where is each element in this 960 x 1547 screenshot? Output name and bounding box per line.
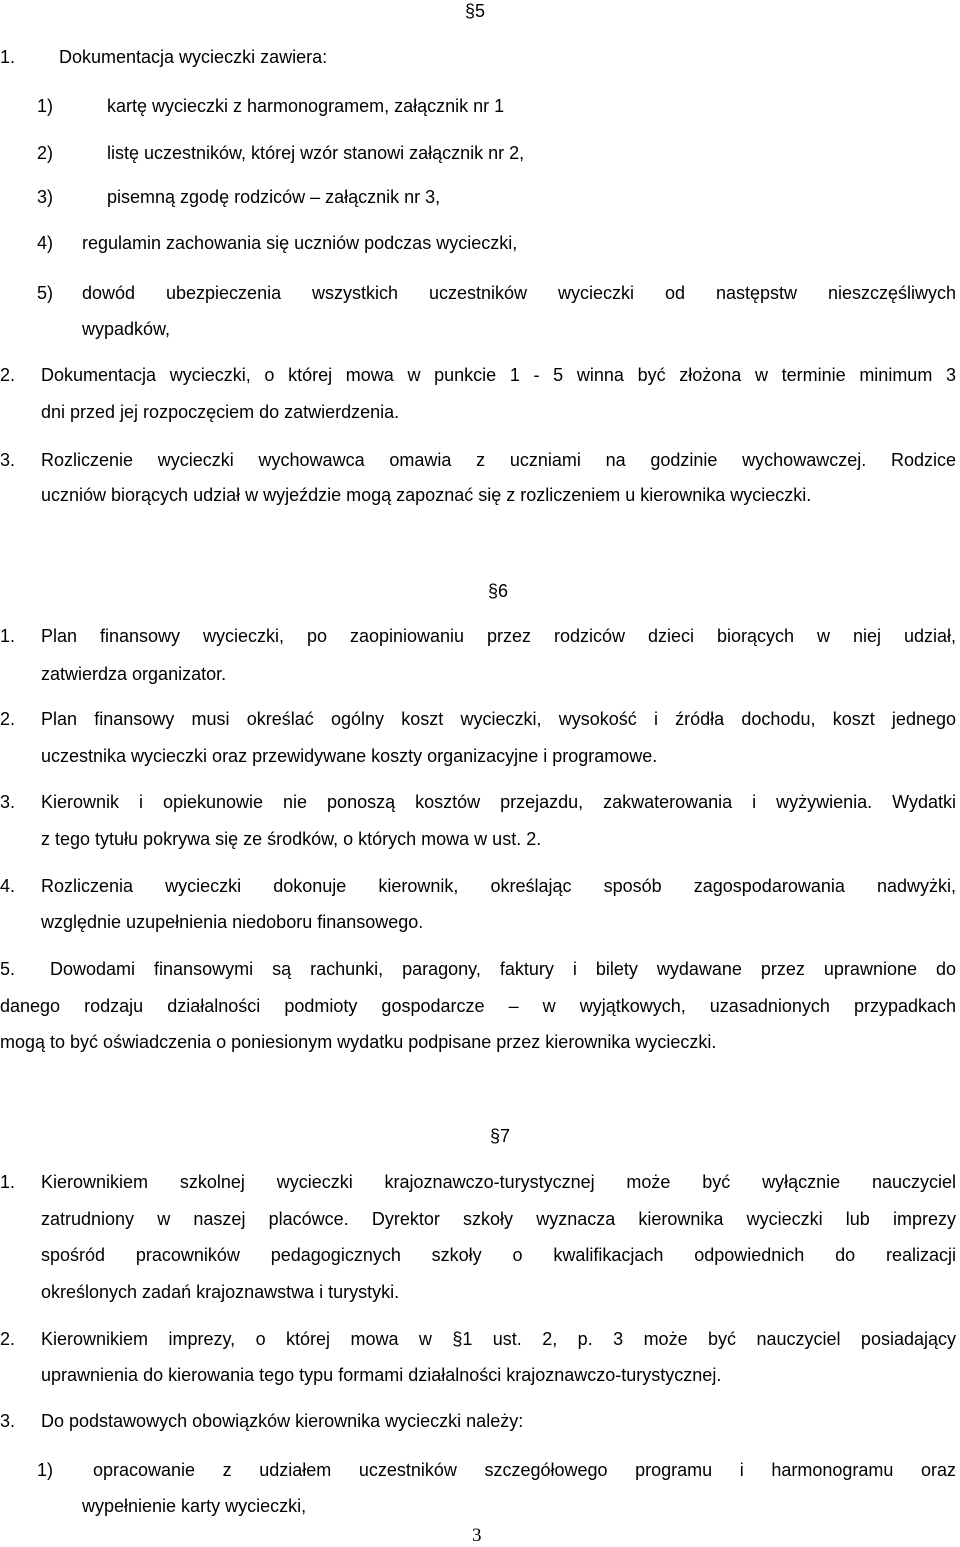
item-number: 2.	[0, 365, 16, 385]
item-text: zatrudniony w naszej placówce. Dyrektor szkoły wyznacza kierownika wycieczki lub imprezy	[41, 1209, 956, 1229]
item-number: 2.	[0, 1329, 16, 1349]
section-heading-7: §7	[490, 1126, 511, 1146]
item-text: Plan finansowy musi określać ogólny koszt wycieczki, wysokość i źródła dochodu, koszt jednego	[41, 709, 956, 729]
subitem-number: 4)	[37, 233, 54, 253]
item-text: spośród pracowników pedagogicznych szkoły o kwalifikacjach odpowiednich do realizacji	[41, 1245, 956, 1265]
item-text: Kierownik i opiekunowie nie ponoszą kosztów przejazdu, zakwaterowania i wyżywienia. Wydatki	[41, 792, 956, 812]
subitem-text: wypadków,	[82, 319, 171, 339]
item-number: 3.	[0, 792, 16, 812]
subitem-text: pisemną zgodę rodziców – załącznik nr 3,	[107, 187, 441, 207]
page-number: 3	[472, 1525, 482, 1546]
subitem-number: 1)	[37, 1460, 54, 1480]
subitem-text: listę uczestników, której wzór stanowi załącznik nr 2,	[107, 143, 525, 163]
item-text: Do podstawowych obowiązków kierownika wycieczki należy:	[41, 1411, 524, 1431]
item-text: mogą to być oświadczenia o poniesionym wydatku podpisane przez kierownika wycieczki.	[0, 1032, 717, 1052]
subitem-text: dowód ubezpieczenia wszystkich uczestników wycieczki od następstw nieszczęśliwych	[82, 283, 956, 303]
item-text: określonych zadań krajoznawstwa i turystyki.	[41, 1282, 400, 1302]
subitem-text: opracowanie z udziałem uczestników szczegółowego programu i harmonogramu oraz	[93, 1460, 956, 1480]
subitem-number: 5)	[37, 283, 54, 303]
item-number: 4.	[0, 876, 16, 896]
subitem-number: 1)	[37, 96, 54, 116]
item-text: uczniów biorących udział w wyjeździe mogą zapoznać się z rozliczeniem u kierownika wycieczki.	[41, 485, 812, 505]
item-text: Dowodami finansowymi są rachunki, paragony, faktury i bilety wydawane przez uprawnione do	[50, 959, 956, 979]
item-number: 1.	[0, 626, 16, 646]
item-number: 2.	[0, 709, 16, 729]
item-text: uprawnienia do kierowania tego typu formami działalności krajoznawczo-turystycznej.	[41, 1365, 722, 1385]
item-number: 1.	[0, 47, 16, 67]
subitem-text: wypełnienie karty wycieczki,	[82, 1496, 307, 1516]
subitem-text: regulamin zachowania się uczniów podczas wycieczki,	[82, 233, 518, 253]
subitem-number: 3)	[37, 187, 54, 207]
item-text: Kierownikiem szkolnej wycieczki krajoznawczo-turystycznej może być wyłącznie nauczyciel	[41, 1172, 956, 1192]
item-text: dni przed jej rozpoczęciem do zatwierdzenia.	[41, 402, 400, 422]
item-text: danego rodzaju działalności podmioty gospodarcze – w wyjątkowych, uzasadnionych przypadkach	[0, 996, 956, 1016]
subitem-text: kartę wycieczki z harmonogramem, załącznik nr 1	[107, 96, 505, 116]
section-heading-5: §5	[465, 1, 486, 21]
item-number: 3.	[0, 1411, 16, 1431]
item-text: z tego tytułu pokrywa się ze środków, o których mowa w ust. 2.	[41, 829, 542, 849]
item-number: 3.	[0, 450, 16, 470]
item-text: zatwierdza organizator.	[41, 664, 227, 684]
item-number: 1.	[0, 1172, 16, 1192]
section-heading-6: §6	[488, 581, 509, 601]
item-text: względnie uzupełnienia niedoboru finansowego.	[41, 912, 424, 932]
item-number: 5.	[0, 959, 16, 979]
item-text: Plan finansowy wycieczki, po zaopiniowaniu przez rodziców dzieci biorących w niej udział,	[41, 626, 956, 646]
item-text: Rozliczenia wycieczki dokonuje kierownik, określając sposób zagospodarowania nadwyżki,	[41, 876, 956, 896]
item-text: uczestnika wycieczki oraz przewidywane koszty organizacyjne i programowe.	[41, 746, 658, 766]
item-text: Kierownikiem imprezy, o której mowa w §1 ust. 2, p. 3 może być nauczyciel posiadający	[41, 1329, 956, 1349]
item-text: Dokumentacja wycieczki, o której mowa w punkcie 1 - 5 winna być złożona w terminie minimum 3	[41, 365, 956, 385]
subitem-number: 2)	[37, 143, 54, 163]
item-text: Dokumentacja wycieczki zawiera:	[59, 47, 328, 67]
item-text: Rozliczenie wycieczki wychowawca omawia z uczniami na godzinie wychowawczej. Rodzice	[41, 450, 956, 470]
